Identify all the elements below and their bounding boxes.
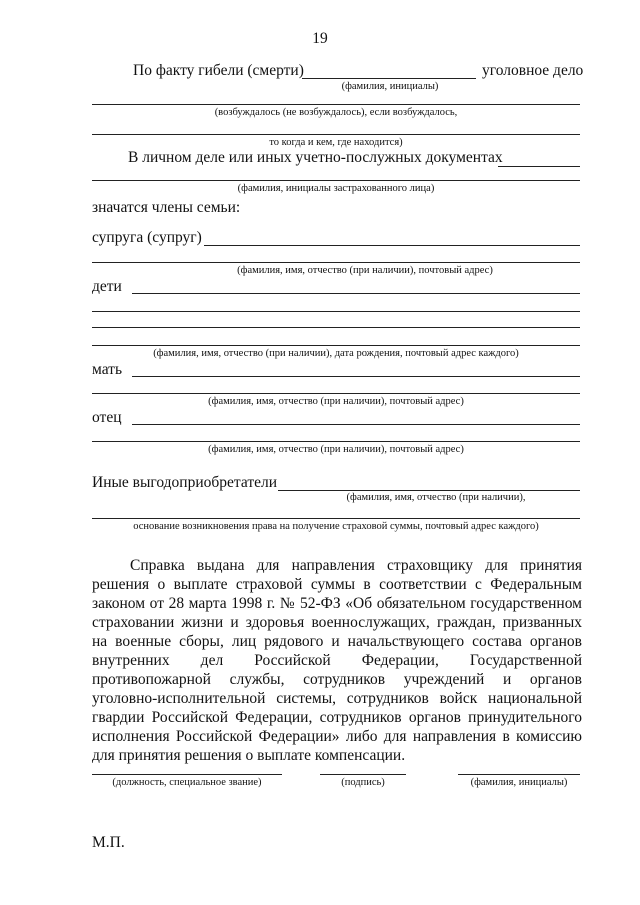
fact-of-death-caption: (фамилия, инициалы)	[341, 81, 439, 92]
page-number: 19	[312, 30, 328, 47]
beneficiaries-caption-2: основание возникновения права на получение страховой суммы, почтовый адрес каждого)	[133, 521, 539, 532]
children-caption: (фамилия, имя, отчество (при наличии), дата рождения, почтовый адрес каждого)	[153, 348, 519, 359]
certificate-line: исполнения Российской Федерации» либо для направления в комиссию	[92, 728, 582, 745]
name-field[interactable]	[458, 774, 580, 775]
certificate-line: противопожарной службы, сотрудников учреждений и органов	[92, 671, 582, 688]
spouse-caption: (фамилия, имя, отчество (при наличии), почтовый адрес)	[237, 265, 493, 276]
beneficiaries-caption-1: (фамилия, имя, отчество (при наличии),	[346, 492, 526, 503]
criminal-case-field-2[interactable]	[92, 134, 580, 135]
mother-field-1[interactable]	[132, 376, 580, 377]
certificate-line: на военные сборы, лиц рядового и начальствующего состава органов	[92, 633, 582, 650]
certificate-line: внутренних дел Российской Федерации, Государственной	[92, 652, 582, 669]
certificate-line: для принятия решения о выплате компенсации.	[92, 747, 406, 764]
position-field[interactable]	[92, 774, 282, 775]
certificate-line: Справка выдана для направления страховщику для принятия	[130, 557, 582, 574]
spouse-field-2[interactable]	[92, 262, 580, 263]
criminal-case-field-1[interactable]	[92, 104, 580, 105]
family-members-label: значатся члены семьи:	[92, 199, 241, 216]
certificate-line: решения о выплате страховой суммы в соответствии с Федеральным	[92, 576, 582, 593]
mother-caption: (фамилия, имя, отчество (при наличии), почтовый адрес)	[208, 396, 464, 407]
signature-field[interactable]	[320, 774, 406, 775]
personal-file-field-1[interactable]	[498, 166, 580, 167]
father-caption: (фамилия, имя, отчество (при наличии), почтовый адрес)	[208, 444, 464, 455]
name-caption: (фамилия, инициалы)	[470, 777, 568, 788]
certificate-line: страховании жизни и здоровья военнослужащих, граждан, призванных	[92, 614, 582, 631]
certificate-line: законом от 28 марта 1998 г. № 52-ФЗ «Об обязательном государственном	[92, 595, 582, 612]
children-field-1[interactable]	[132, 293, 580, 294]
criminal-case-caption-1: (возбуждалось (не возбуждалось), если возбуждалось,	[214, 107, 458, 118]
beneficiaries-field-2[interactable]	[92, 518, 580, 519]
fact-of-death-field[interactable]	[302, 78, 476, 79]
mother-label: мать	[92, 361, 123, 378]
father-field-2[interactable]	[92, 441, 580, 442]
certificate-line: гвардии Российской Федерации, сотрудников органов принудительного	[92, 709, 582, 726]
fact-of-death-label: По факту гибели (смерти)	[133, 62, 304, 79]
criminal-case-caption-2: то когда и кем, где находится)	[269, 137, 403, 148]
certificate-paragraph	[92, 556, 582, 765]
fact-of-death-suffix: уголовное дело	[482, 62, 584, 79]
personal-file-caption: (фамилия, инициалы застрахованного лица)	[237, 183, 435, 194]
personal-file-label: В личном деле или иных учетно-послужных документах	[128, 149, 503, 166]
spouse-label: супруга (супруг)	[92, 229, 202, 246]
position-caption: (должность, специальное звание)	[112, 777, 262, 788]
father-label: отец	[92, 409, 122, 426]
children-label: дети	[92, 278, 122, 295]
stamp-label: М.П.	[92, 834, 125, 851]
children-field-2[interactable]	[92, 311, 580, 312]
personal-file-field-2[interactable]	[92, 180, 580, 181]
beneficiaries-field-1[interactable]	[278, 490, 580, 491]
spouse-field-1[interactable]	[204, 245, 580, 246]
children-field-4[interactable]	[92, 345, 580, 346]
father-field-1[interactable]	[132, 424, 580, 425]
signature-caption: (подпись)	[341, 777, 385, 788]
children-field-3[interactable]	[92, 327, 580, 328]
beneficiaries-label: Иные выгодоприобретатели	[92, 474, 278, 491]
mother-field-2[interactable]	[92, 393, 580, 394]
certificate-line: уголовно-исполнительной системы, сотрудников войск национальной	[92, 690, 582, 707]
